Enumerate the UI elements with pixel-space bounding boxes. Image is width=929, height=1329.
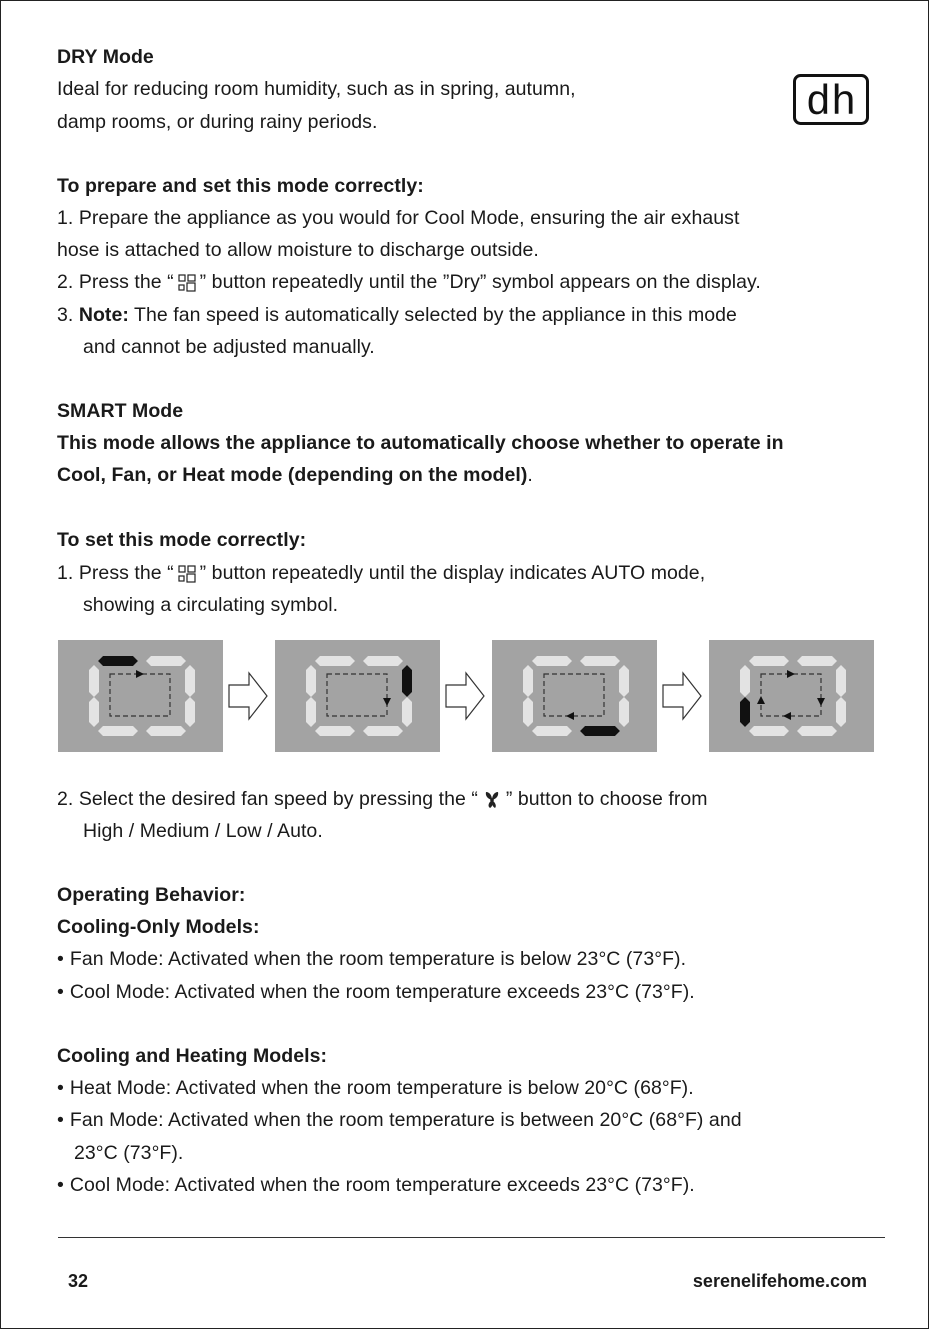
smart-step-2-post: ” button to choose from bbox=[505, 788, 708, 810]
dry-step-3 bbox=[57, 299, 737, 331]
right-arrow-icon bbox=[446, 673, 484, 719]
cooling-heating-heading: Cooling and Heating Models: bbox=[57, 1045, 328, 1067]
list-item: • Cool Mode: Activated when the room temperature exceeds 23°C (73°F). bbox=[57, 976, 695, 1008]
cooling-only-heading: Cooling-Only Models: bbox=[57, 916, 260, 938]
smart-set-heading: To set this mode correctly: bbox=[57, 529, 307, 551]
auto-panel-1 bbox=[58, 640, 223, 752]
list-item-continuation: 23°C (73°F). bbox=[74, 1142, 184, 1164]
dry-step-3b: and cannot be adjusted manually. bbox=[83, 336, 375, 358]
smart-step-1-pre: 1. Press the “ bbox=[57, 562, 174, 584]
smart-step-1-post: ” button repeatedly until the display indicates AUTO mode, bbox=[199, 562, 706, 584]
dry-step-3-note: Note: bbox=[78, 304, 129, 326]
dry-step-1a: 1. Prepare the appliance as you would for Cool Mode, ensuring the air exhaust bbox=[57, 207, 740, 229]
list-item: • Heat Mode: Activated when the room temperature is below 20°C (68°F). bbox=[57, 1072, 694, 1104]
mode-button-icon bbox=[178, 565, 196, 583]
smart-desc-2 bbox=[57, 459, 533, 491]
smart-step-2 bbox=[57, 783, 708, 815]
fan-button-icon bbox=[482, 791, 502, 809]
auto-panel-3 bbox=[492, 640, 657, 752]
right-arrow-icon bbox=[663, 673, 701, 719]
website-url: serenelifehome.com bbox=[692, 1271, 867, 1291]
dry-step-2-pre: 2. Press the “ bbox=[57, 271, 174, 293]
smart-step-2b: High / Medium / Low / Auto. bbox=[83, 820, 323, 842]
dry-step-3-text: The fan speed is automatically selected by the appliance in this mode bbox=[128, 304, 737, 326]
dh-display-text: dh bbox=[805, 79, 857, 125]
auto-panel-4 bbox=[709, 640, 874, 752]
smart-desc-2-end: . bbox=[527, 464, 533, 486]
dry-prepare-heading: To prepare and set this mode correctly: bbox=[57, 175, 424, 197]
dry-step-1b: hose is attached to allow moisture to discharge outside. bbox=[57, 239, 539, 261]
smart-step-1 bbox=[57, 557, 705, 589]
list-item: • Fan Mode: Activated when the room temperature is below 23°C (73°F). bbox=[57, 943, 686, 975]
smart-step-1b: showing a circulating symbol. bbox=[83, 594, 339, 616]
operating-behavior-heading: Operating Behavior: bbox=[57, 884, 246, 906]
list-item: • Fan Mode: Activated when the room temperature is between 20°C (68°F) and bbox=[57, 1104, 742, 1136]
dry-step-3-number: 3. bbox=[57, 304, 79, 326]
dry-step-2 bbox=[57, 266, 761, 298]
dh-display-icon bbox=[793, 74, 869, 125]
smart-step-2-pre: 2. Select the desired fan speed by pressing the “ bbox=[57, 788, 478, 810]
list-item: • Cool Mode: Activated when the room temperature exceeds 23°C (73°F). bbox=[57, 1169, 695, 1201]
right-arrow-icon bbox=[229, 673, 267, 719]
footer-divider bbox=[58, 1237, 885, 1238]
page-number: 32 bbox=[68, 1271, 89, 1291]
smart-desc-2-text: Cool, Fan, or Heat mode (depending on the model) bbox=[57, 464, 528, 486]
dry-mode-heading: DRY Mode bbox=[57, 46, 154, 68]
dry-step-2-post: ” button repeatedly until the ”Dry” symbol appears on the display. bbox=[199, 271, 761, 293]
auto-panel-2 bbox=[275, 640, 440, 752]
dry-intro-line-2: damp rooms, or during rainy periods. bbox=[57, 111, 378, 133]
dry-intro-line-1: Ideal for reducing room humidity, such as in spring, autumn, bbox=[57, 78, 576, 100]
auto-mode-sequence bbox=[58, 640, 875, 752]
smart-desc-1: This mode allows the appliance to automatically choose whether to operate in bbox=[57, 432, 784, 454]
smart-mode-heading: SMART Mode bbox=[57, 400, 184, 422]
mode-button-icon bbox=[178, 274, 196, 292]
